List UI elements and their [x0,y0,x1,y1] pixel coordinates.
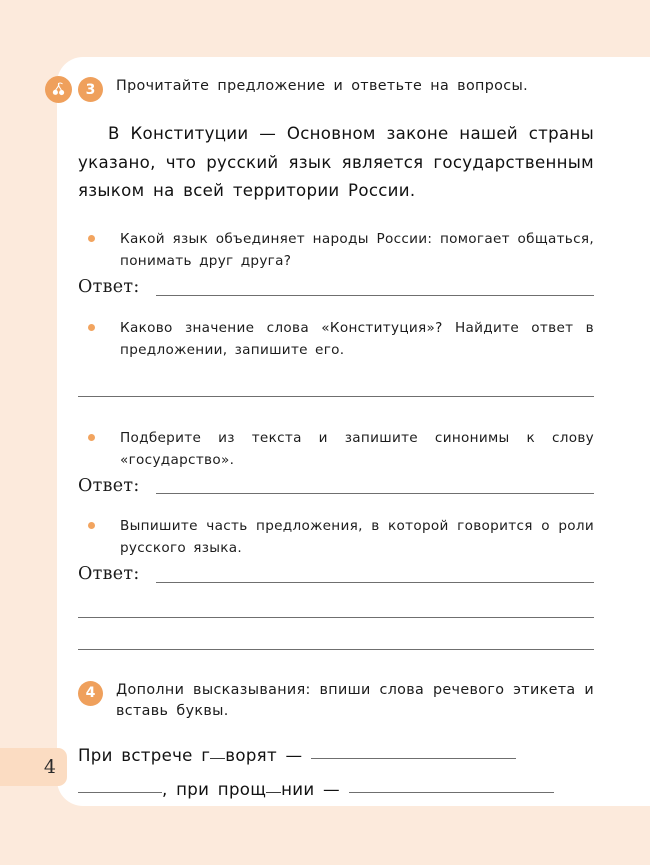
page-number-tab [0,748,67,786]
answer-label: Ответ: [78,475,140,496]
task-4-number: 4 [78,681,103,706]
task-3-answer-row-3 [78,475,594,498]
letter-blank[interactable] [210,758,225,759]
task-3-bullet-3 [78,427,594,471]
fill-part-4: нии — [281,779,340,799]
task-4-fill-sentence [78,739,594,807]
page-content [78,76,594,807]
task-3-reading-text: В Конституции — Основном законе нашей страны указано, что русский язык является государственным языком на всей территории России. [78,124,594,201]
task-3-answer-row-4 [78,566,594,586]
word-blank-short[interactable] [78,792,162,793]
task-3-bullet-4-text: Выпишите часть предложения, в которой говорится о роли русского языка. [120,518,594,557]
task-3-number: 3 [78,77,103,102]
fill-part-3: , при прощ [162,779,267,799]
page-number: 4 [43,756,56,778]
bullet-dot-icon [88,522,95,529]
task-3-header [78,76,594,102]
answer-label: Ответ: [78,277,140,298]
task-4-title: Дополни высказывания: впиши слова речевого этикета и вставь буквы. [116,681,594,720]
word-blank-long[interactable] [311,758,516,759]
task-4-header [78,680,594,723]
bullet-dot-icon [88,324,95,331]
task-3-bullet-1 [78,228,594,272]
answer-write-line[interactable] [156,581,594,583]
word-blank-long[interactable] [349,792,554,793]
answer-write-line[interactable] [156,294,594,296]
answer-write-line[interactable] [156,492,594,494]
fill-part-1: При встрече г [78,745,211,765]
bullet-dot-icon [88,434,95,441]
task-3-bullet-4 [78,515,594,559]
task-3-answer-row-1 [78,279,594,299]
task-3-bullet-2-text: Каково значение слова «Конституция»? Найдите ответ в предложении, запишите его. [120,319,594,358]
task-3-bullet-3-text: Подберите из текста и запишите синонимы к слову «государство». [120,429,594,468]
task-3-bullet-1-text: Какой язык объединяет народы России: помогает общаться, понимать друг друга? [120,231,594,270]
task-3-bullet-2 [78,317,594,361]
letter-blank[interactable] [266,792,281,793]
bullet-dot-icon [88,235,95,242]
answer-label: Ответ: [78,564,140,585]
task-3-title: Прочитайте предложение и ответьте на вопросы. [116,78,528,94]
fill-part-2: ворят — [225,745,303,765]
cherries-icon [45,76,72,103]
